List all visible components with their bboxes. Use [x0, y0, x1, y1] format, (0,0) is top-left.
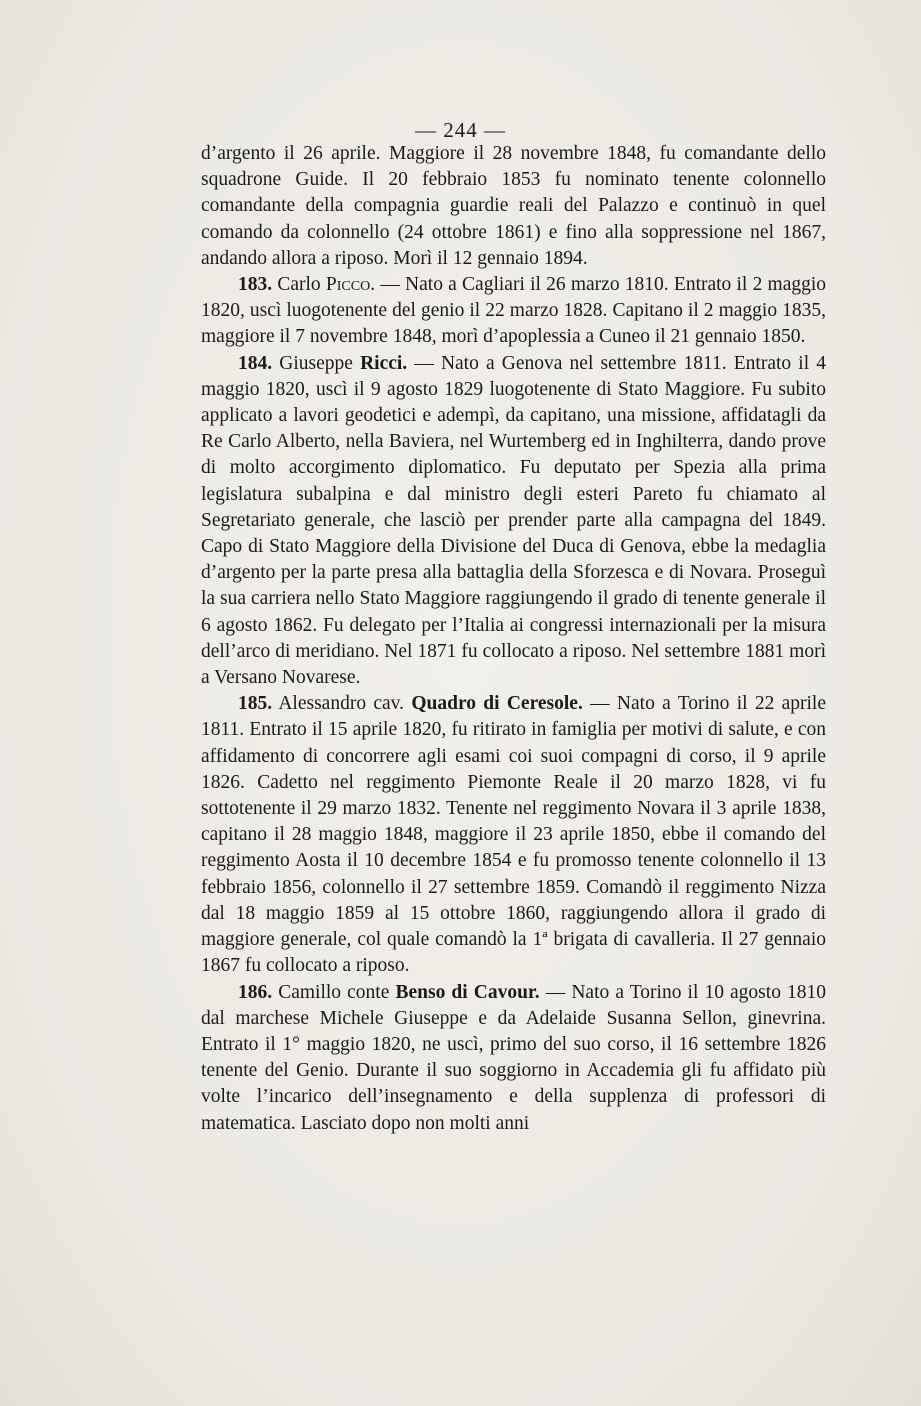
entry-number: 186.: [238, 981, 273, 1003]
entry-text: — Nato a Torino il 22 aprile 1811. Entrato il 15 aprile 1820, fu ritirato in famiglia per motivi di salute, e con affidamento di concorrere agli esami coi suoi compagni di corso, il 9 aprile 1826. Cadetto nel reggimento Piemonte Reale il 20 marzo 1828, vi fu sottotenente il 29 marzo 1832. Tenente nel reggimento Novara il 3 aprile 1838, capitano il 28 maggio 1848, maggiore il 23 aprile 1850, ebbe il comando del reggimento Aosta il 10 decembre 1854 e fu promosso tenente colonnello il 13 febbraio 1856, colonnello il 27 settembre 1859. Comandò il reggimento Nizza dal 18 maggio 1859 al 15 ottobre 1860, raggiungendo allora il grado di maggiore generale, col quale comandò la 1ª brigata di cavalleria. Il 27 gennaio 1867 fu collocato a riposo.: [201, 693, 827, 977]
entry-184: [201, 351, 826, 692]
entry-186: [201, 980, 826, 1137]
entry-surname: Benso di Cavour.: [395, 981, 540, 1003]
paragraph-text: d’argento il 26 aprile. Maggiore il 28 novembre 1848, fu comandante dello squadrone Guide. Il 20 febbraio 1853 fu nominato tenente colonnello comandante della compagnia guardie reali del Palazzo e continuò in quel comando da colonnello (24 ottobre 1861) e fino alla soppressione nel 1867, andando allora a riposo. Morì il 12 gennaio 1894.: [201, 143, 826, 269]
entry-given-name: Camillo conte: [278, 981, 390, 1003]
paragraph-continuation: [201, 141, 826, 272]
entry-given-name: Giuseppe: [279, 352, 353, 374]
entry-number: 185.: [238, 693, 273, 715]
body-text: [201, 141, 826, 1137]
entry-given-name: Alessandro cav.: [278, 693, 405, 715]
entry-183: [201, 272, 826, 351]
entry-surname: Picco.: [325, 274, 376, 296]
entry-text: — Nato a Genova nel settembre 1811. Entrato il 4 maggio 1820, uscì il 9 agosto 1829 luogotenente di Stato Maggiore. Fu subito applicato a lavori geodetici e adempì, da capitano, una missione, affidatagli da Re Carlo Alberto, nella Baviera, nel Wurtemberg ed in Inghilterra, dando prove di molto accorgimento diplomatico. Fu deputato per Spezia alla prima legislatura subalpina e dal ministro degli esteri Pareto fu chiamato al Segretariato generale, che lasciò per prender parte alla campagna del 1849. Capo di Stato Maggiore della Divisione del Duca di Genova, ebbe la medaglia d’argento per la parte presa alla battaglia della Sforzesca e di Novara. Proseguì la sua carriera nello Stato Maggiore raggiungendo il grado di tenente generale il 6 agosto 1862. Fu delegato per l’Italia ai congressi internazionali per la misura dell’arco di meridiano. Nel 1871 fu collocato a riposo. Nel settembre 1881 morì a Versano Novarese.: [201, 352, 827, 689]
entry-number: 183.: [238, 274, 273, 296]
entry-185: [201, 691, 826, 979]
entry-surname: Quadro di Ceresole.: [411, 693, 583, 715]
page-number: — 244 —: [415, 118, 506, 142]
entry-surname: Ricci.: [360, 352, 408, 374]
entry-text: — Nato a Cagliari il 26 marzo 1810. Entrato il 2 maggio 1820, uscì luogotenente del genio il 22 marzo 1828. Capitano il 2 maggio 1835, maggiore il 7 novembre 1848, morì d’apoplessia a Cuneo il 21 gennaio 1850.: [201, 274, 827, 348]
entry-text: — Nato a Torino il 10 agosto 1810 dal marchese Michele Giuseppe e da Adelaide Susanna Sellon, ginevrina. Entrato il 1° maggio 1820, ne uscì, primo del suo corso, il 16 settembre 1826 tenente del Genio. Durante il suo soggiorno in Accademia gli fu affidato più volte l’incarico dell’insegnamento e della supplenza di professori di matematica. Lasciato dopo non molti anni: [201, 981, 827, 1134]
entry-number: 184.: [238, 352, 273, 374]
entry-given-name: Carlo: [277, 274, 321, 296]
